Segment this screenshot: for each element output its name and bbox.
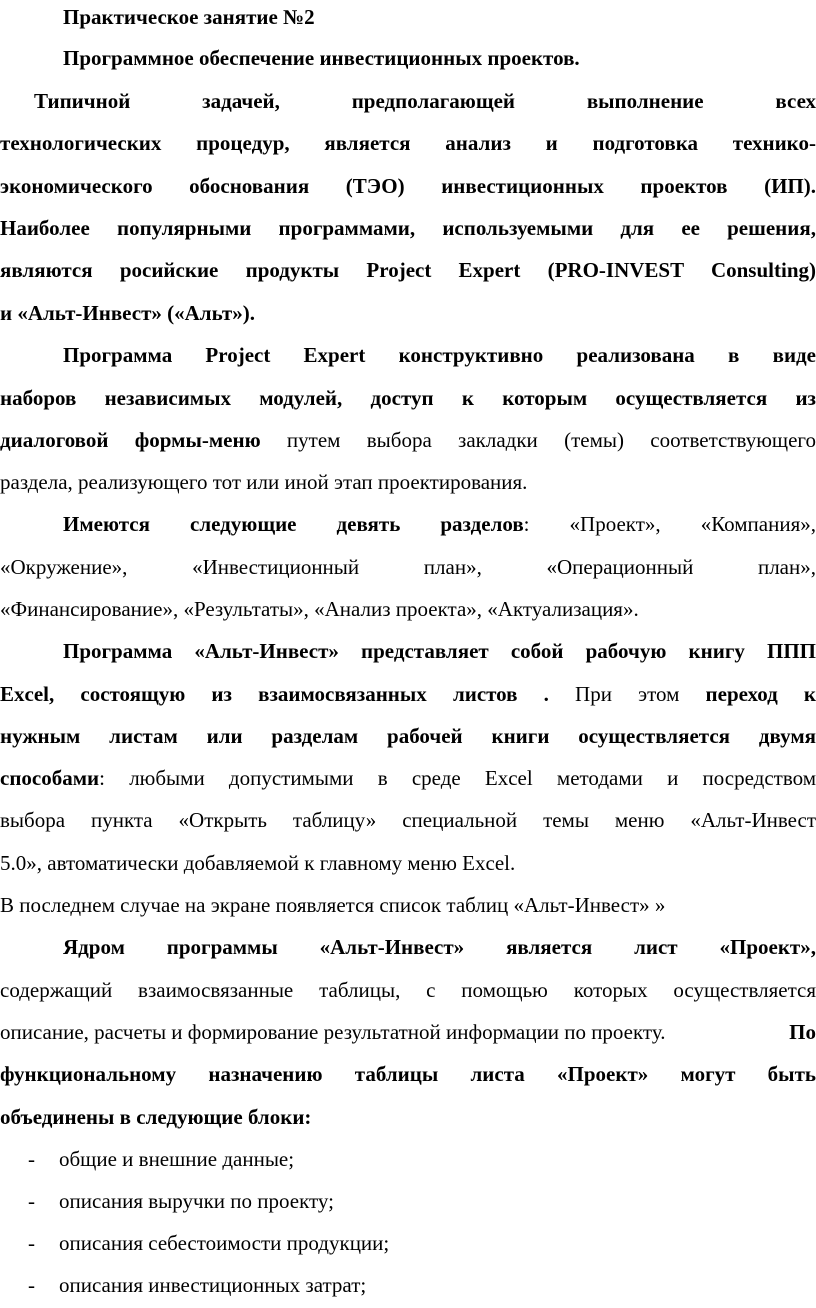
p3-line-1-rest: : «Проект», «Компания», — [523, 512, 816, 536]
topic-title: Программное обеспечение инвестиционных проектов. — [63, 46, 580, 70]
dash-marker: - — [28, 1147, 35, 1171]
p1-line-2: технологических процедур, является анализ и подготовка технико- — [0, 131, 816, 155]
list-item-text: описания выручки по проекту; — [59, 1189, 334, 1213]
p1-line-6: и «Альт-Инвест» («Альт»). — [0, 301, 255, 325]
p6-line-1: Ядром программы «Альт-Инвест» является лист «Проект», — [63, 935, 816, 959]
p1-line-4: Наиболее популярными программами, используемыми для ее решения, — [0, 216, 816, 240]
list-item — [0, 1227, 816, 1259]
p4-line-1: Программа «Альт-Инвест» представляет собой рабочую книгу ППП — [63, 639, 816, 663]
practice-title: Практическое занятие №2 — [63, 5, 315, 29]
p6-line-3-plain: описание, расчеты и формирование результатной информации по проекту. — [0, 1020, 666, 1044]
p1-line-5: являются росийские продукты Project Expert (PRO-INVEST Consulting) — [0, 258, 816, 282]
p3-line-2: «Окружение», «Инвестиционный план», «Операционный план», — [0, 555, 816, 579]
list-item-text: описания инвестиционных затрат; — [59, 1273, 367, 1297]
p3-line-3: «Финансирование», «Результаты», «Анализ проекта», «Актуализация». — [0, 597, 639, 621]
list-item-text: описания себестоимости продукции; — [59, 1231, 390, 1255]
p6-line-4: функциональному назначению таблицы листа «Проект» могут быть — [0, 1062, 816, 1086]
p4-line-2-plain: При этом — [548, 682, 706, 706]
p2-line-3 — [0, 424, 816, 456]
p2-line-4: раздела, реализующего тот или иной этап проектирования. — [0, 470, 528, 494]
dash-marker: - — [28, 1273, 35, 1297]
p5-line: В последнем случае на экране появляется список таблиц «Альт-Инвест» » — [0, 893, 666, 917]
p4-line-2-bold-2: переход к — [705, 682, 816, 706]
p2-line-1: Программа Project Expert конструктивно реализована в виде — [63, 343, 816, 367]
p2-line-3-rest: путем выбора закладки (темы) соответствующего — [260, 428, 816, 452]
p3-line-1 — [63, 508, 816, 540]
p4-line-2 — [0, 678, 816, 710]
list-item — [0, 1185, 816, 1217]
dash-marker: - — [28, 1189, 35, 1213]
p4-line-3: нужным листам или разделам рабочей книги осуществляется двумя — [0, 724, 816, 748]
p1-line-1: Типичной задачей, предполагающей выполнение всех — [34, 89, 816, 113]
p4-line-4 — [0, 762, 816, 794]
list-item-text: общие и внешние данные; — [59, 1147, 295, 1171]
p1-line-3: экономического обоснования (ТЭО) инвестиционных проектов (ИП). — [0, 174, 816, 198]
p6-line-2: содержащий взаимосвязанные таблицы, с помощью которых осуществляется — [0, 978, 816, 1002]
list-item — [0, 1143, 816, 1175]
nine-sections-term: Имеются следующие девять разделов — [63, 512, 524, 536]
two-ways-term: способами — [0, 766, 100, 790]
dash-marker: - — [28, 1231, 35, 1255]
list-item — [0, 1269, 816, 1301]
p6-line-3 — [0, 1016, 816, 1048]
p4-line-4-rest: : любыми допустимыми в среде Excel методами и посредством — [99, 766, 816, 790]
p2-line-2: наборов независимых модулей, доступ к которым осуществляется из — [0, 386, 816, 410]
p6-line-3-bold: По — [789, 1020, 816, 1044]
p6-line-5: объединены в следующие блоки: — [0, 1105, 312, 1129]
p4-line-6: 5.0», автоматически добавляемой к главному меню Excel. — [0, 851, 516, 875]
dialog-form-menu-term: диалоговой формы-меню — [0, 428, 261, 452]
p4-line-5: выбора пункта «Открыть таблицу» специальной темы меню «Альт-Инвест — [0, 808, 816, 832]
p4-line-2-bold: Excel, состоящую из взаимосвязанных листов . — [0, 682, 549, 706]
